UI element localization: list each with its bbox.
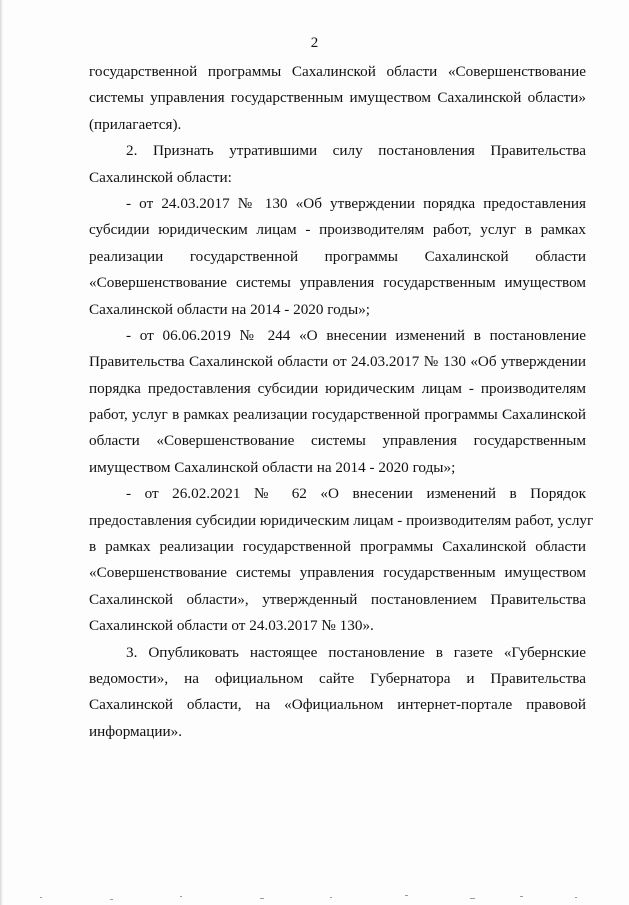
text-line: «Совершенствование системы управления государственным имуществом: [89, 274, 586, 292]
text-line: - от 06.06.2019 № 244 «О внесении изменений в постановление: [126, 326, 586, 344]
text-line: системы управления государственным имуществом Сахалинской области»: [89, 89, 586, 107]
text-line: реализации государственной программы Сахалинской области: [89, 247, 586, 265]
text-line: Сахалинской области от 24.03.2017 № 130».: [89, 617, 374, 635]
text-line: имуществом Сахалинской области на 2014 - 2020 годы»;: [89, 458, 456, 476]
text-line: - от 24.03.2017 № 130 «Об утверждении порядка предоставления: [126, 194, 586, 212]
text-line: государственной программы Сахалинской области «Совершенствование: [89, 63, 586, 80]
document-body: [89, 59, 594, 745]
text-line: ведомости», на официальном сайте Губернатора и Правительства: [89, 669, 586, 687]
text-line: 3. Опубликовать настоящее постановление в газете «Губернские: [126, 643, 586, 661]
scan-shadow-edge: [0, 0, 3, 905]
text-line: в рамках реализации государственной программы Сахалинской области: [89, 538, 586, 556]
text-line: информации».: [89, 722, 183, 740]
text-line: Правительства Сахалинской области от 24.03.2017 № 130 «Об утверждении: [89, 353, 586, 371]
text-line: Сахалинской области», утвержденный постановлением Правительства: [89, 590, 586, 608]
text-line: порядка предоставления субсидии юридическим лицам - производителям: [89, 379, 586, 397]
scan-noise-marks: [0, 885, 629, 905]
text-line: - от 26.02.2021 № 62 «О внесении изменений в Порядок: [126, 485, 586, 503]
text-line: Сахалинской области:: [89, 168, 232, 186]
text-line: «Совершенствование системы управления государственным имуществом: [89, 564, 586, 582]
text-line: 2. Признать утратившими силу постановления Правительства: [126, 142, 586, 160]
text-line: области «Совершенствование системы управления государственным: [89, 432, 586, 450]
text-line: предоставления субсидии юридическим лицам - производителям работ, услуг: [89, 511, 594, 529]
text-line: (прилагается).: [89, 115, 182, 133]
text-line: Сахалинской области на 2014 - 2020 годы»;: [89, 300, 371, 318]
text-line: Сахалинской области, на «Официальном интернет-портале правовой: [89, 696, 586, 714]
text-line: работ, услуг в рамках реализации государственной программы Сахалинской: [89, 406, 586, 424]
text-line: субсидии юридическим лицам - производителям работ, услуг в рамках: [89, 221, 586, 239]
page-number: 2: [310, 35, 319, 51]
